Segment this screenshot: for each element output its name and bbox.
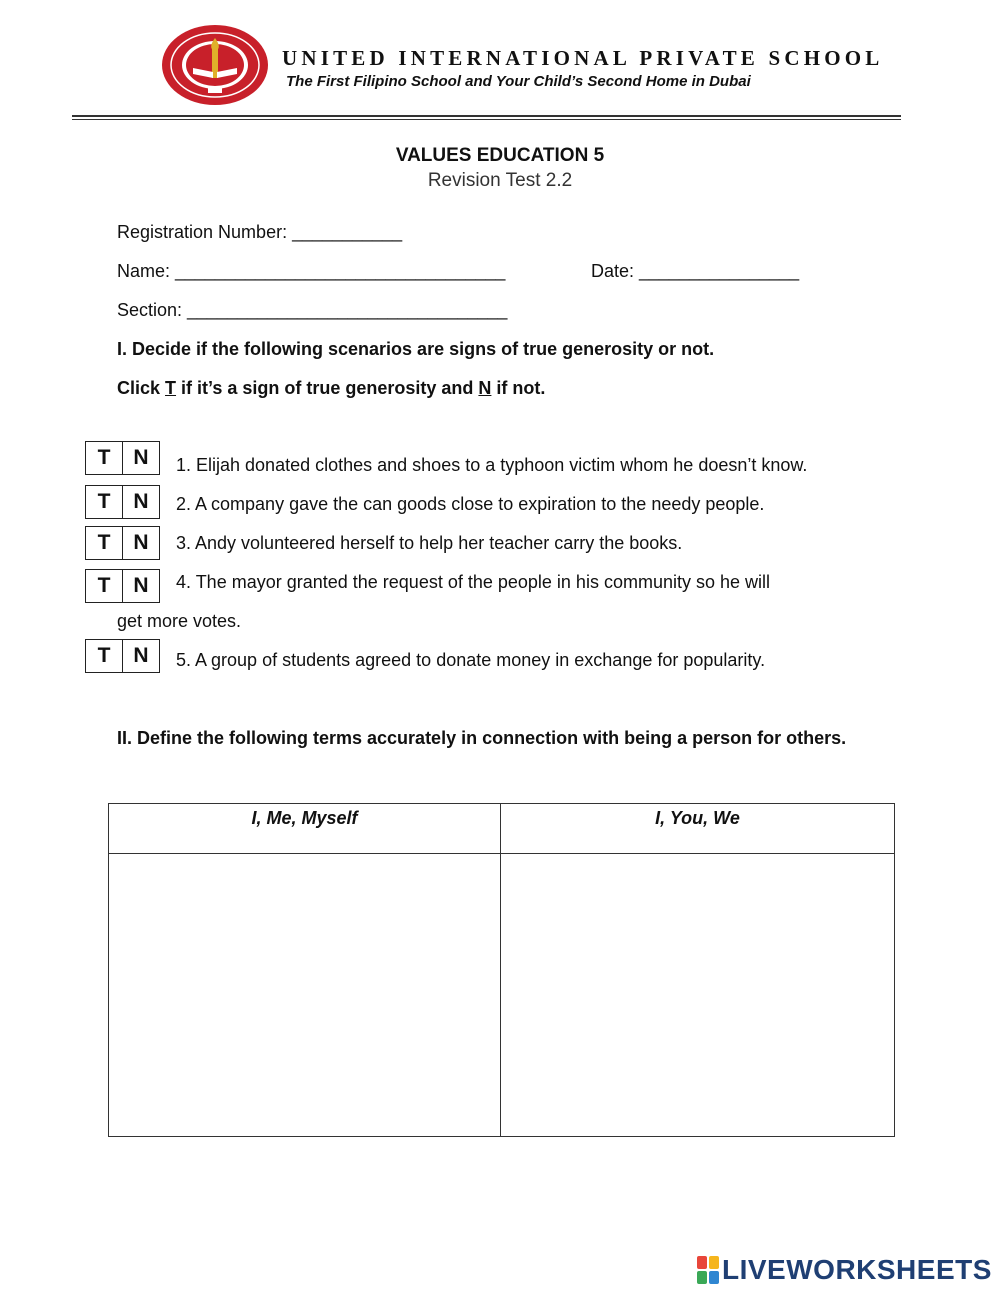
option-n-5[interactable]: N — [122, 640, 159, 672]
option-n-3[interactable]: N — [122, 527, 159, 559]
option-t-1[interactable]: T — [97, 446, 111, 469]
registration-field: Registration Number: ___________ — [117, 222, 403, 242]
option-n-4[interactable]: N — [122, 570, 159, 602]
answer-cell-i-you-we[interactable] — [501, 854, 894, 1136]
option-n-2[interactable]: N — [122, 486, 159, 518]
tn-box-4 — [85, 569, 160, 603]
scenario-5: 5. A group of students agreed to donate money in exchange for popularity. — [176, 650, 766, 670]
subject-title: VALUES EDUCATION 5 — [395, 145, 605, 166]
brand-blocks-icon — [697, 1256, 719, 1284]
option-n-1[interactable]: N — [122, 442, 159, 474]
column-header-i-me-myself: I, Me, Myself — [251, 808, 358, 828]
scenario-4: 4. The mayor granted the request of the people in his community so he will — [176, 572, 770, 592]
terms-table — [108, 803, 895, 1137]
scenario-3: 3. Andy volunteered herself to help her teacher carry the books. — [176, 533, 683, 553]
column-header-i-you-we: I, You, We — [655, 808, 740, 828]
option-t-3[interactable]: T — [97, 531, 111, 554]
header-rule-top — [72, 115, 901, 117]
tn-box-3 — [85, 526, 160, 560]
answer-cell-i-me-myself[interactable] — [109, 854, 500, 1136]
tn-box-1 — [85, 441, 160, 475]
option-t-2[interactable]: T — [97, 490, 111, 513]
name-field: Name: _________________________________ — [117, 261, 506, 281]
date-field: Date: ________________ — [591, 261, 800, 281]
liveworksheets-logo — [697, 1254, 992, 1286]
part1-click-instruction: Click T if it’s a sign of true generosity and N if not. — [117, 378, 546, 398]
school-seal-icon — [160, 24, 270, 106]
school-name: UNITED INTERNATIONAL PRIVATE SCHOOL — [282, 46, 884, 70]
part1-instruction: I. Decide if the following scenarios are signs of true generosity or not. — [117, 339, 715, 359]
scenario-2: 2. A company gave the can goods close to expiration to the needy people. — [176, 494, 765, 514]
test-title: Revision Test 2.2 — [427, 170, 573, 191]
option-t-4[interactable]: T — [97, 574, 111, 597]
option-t-5[interactable]: T — [97, 644, 111, 667]
tn-box-5 — [85, 639, 160, 673]
brand-text: LIVEWORKSHEETS — [722, 1254, 992, 1285]
scenario-4-continuation: get more votes. — [117, 611, 242, 631]
part2-instruction: II. Define the following terms accurately in connection with being a person for others. — [117, 728, 847, 748]
section-field: Section: ________________________________ — [117, 300, 508, 320]
school-tagline: The First Filipino School and Your Child’s Second Home in Dubai — [286, 73, 751, 90]
tn-box-2 — [85, 485, 160, 519]
header-rule-bottom — [72, 119, 901, 120]
scenario-1: 1. Elijah donated clothes and shoes to a typhoon victim whom he doesn’t know. — [176, 455, 808, 475]
